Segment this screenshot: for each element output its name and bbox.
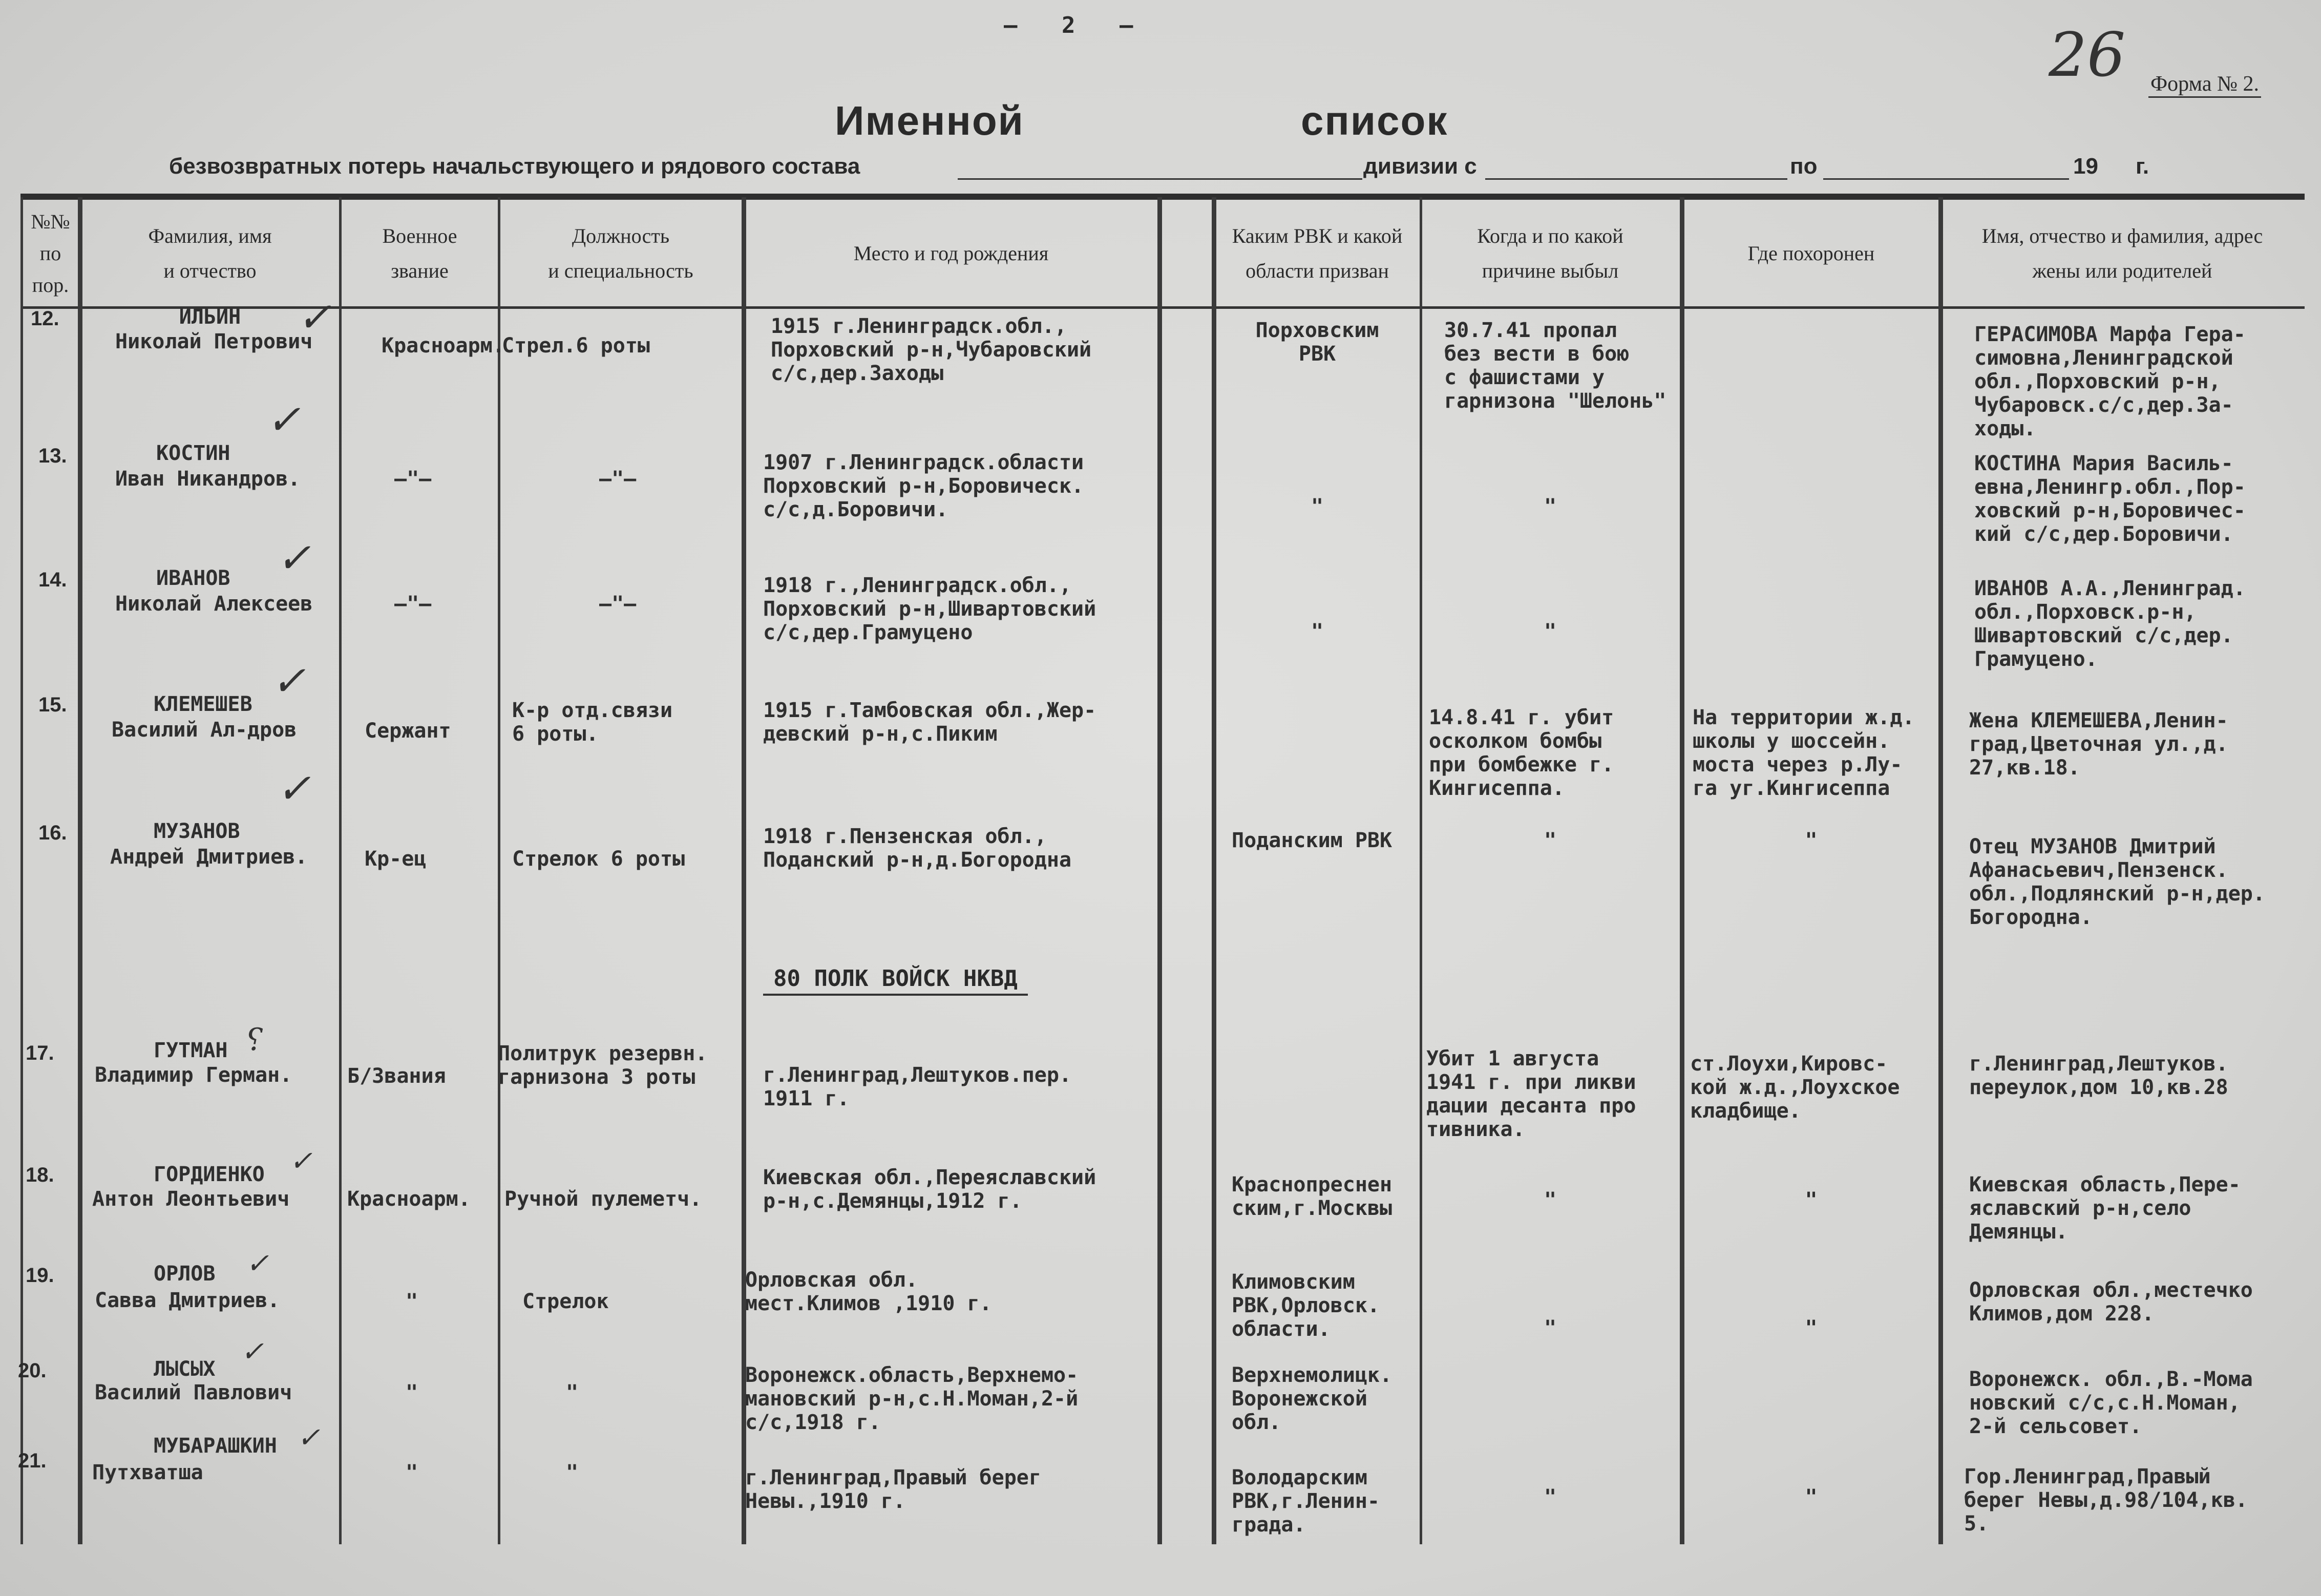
row-number: 15. <box>38 694 67 716</box>
person-position: " <box>566 1461 579 1484</box>
column-header-burial: Где похоронен <box>1747 242 1875 265</box>
relatives-address: г.Ленинград,Лештуков. переулок,дом 10,кв.28 <box>1969 1052 2228 1099</box>
person-position: К-р отд.связи 6 роты. <box>512 699 673 746</box>
person-rank: Красноарм. <box>382 334 505 358</box>
column-header-position: Должность и специальность <box>548 224 693 282</box>
column-divider <box>339 197 342 1544</box>
person-name: Путхватша <box>92 1461 203 1484</box>
column-divider <box>498 197 500 1544</box>
person-name: Иван Никандров. <box>115 467 301 491</box>
subtitle-text: безвозвратных потерь начальствующего и рядового состава <box>169 154 860 179</box>
person-birthplace: Орловская обл. мест.Климов ,1910 г. <box>745 1268 992 1315</box>
person-birthplace: 1907 г.Ленинградск.области Порховский р-н,Боровическ. с/с,д.Боровичи. <box>763 451 1084 521</box>
person-rvk: Верхнемолицк. Воронежской обл. <box>1232 1363 1392 1434</box>
person-birthplace: Воронежск.область,Верхнемо- мановский р-н,с.Н.Моман,2-й с/с,1918 г. <box>745 1363 1079 1434</box>
person-birthplace: г.Ленинград,Лештуков.пер. 1911 г. <box>763 1063 1072 1110</box>
row-number: 12. <box>31 307 59 330</box>
section-heading: 80 ПОЛК ВОЙСК НКВД <box>763 965 1028 996</box>
relatives-address: Гор.Ленинград,Правый берег Невы,д.98/104,кв. 5. <box>1964 1465 2248 1536</box>
person-burial: " <box>1805 1188 1818 1212</box>
check-mark: ⸮ <box>246 1022 263 1058</box>
person-rvk: Володарским РВК,г.Ленин- града. <box>1232 1466 1380 1537</box>
person-surname: ОРЛОВ <box>154 1262 216 1286</box>
subtitle-division: дивизии с <box>1363 154 1477 179</box>
person-reason: " <box>1544 1188 1557 1212</box>
relatives-address: Орловская обл.,местечко Климов,дом 228. <box>1969 1278 2253 1326</box>
person-rank: " <box>406 1381 418 1404</box>
person-rvk: Поданским РВК <box>1232 829 1392 852</box>
header-bottom-rule <box>20 306 2305 309</box>
person-rank: Сержант <box>365 719 451 743</box>
person-burial: ст.Лоухи,Кировс- кой ж.д.,Лоухское кладбище. <box>1690 1052 1900 1123</box>
person-reason: 30.7.41 пропал без вести в бою с фашистами у гарнизона "Шелонь" <box>1444 319 1666 413</box>
person-surname: ГУТМАН <box>154 1039 228 1062</box>
check-mark: ✓ <box>266 396 301 444</box>
column-header-number: №№ по пор. <box>31 210 70 297</box>
person-name: Антон Леонтьевич <box>92 1187 290 1211</box>
row-number: 17. <box>26 1042 54 1064</box>
column-header-reason: Когда и по какой причине выбыл <box>1477 224 1623 282</box>
subtitle-year: 19 <box>2073 154 2098 179</box>
check-mark: ✓ <box>241 1335 264 1368</box>
person-reason: " <box>1544 495 1557 518</box>
column-header-rank: Военное звание <box>382 224 457 282</box>
subtitle-g: г. <box>2136 154 2149 179</box>
person-birthplace: Киевская обл.,Переяславский р-н,с.Демянцы,1912 г. <box>763 1166 1096 1213</box>
person-rank: Б/Звания <box>347 1064 446 1088</box>
person-rank: Красноарм. <box>347 1187 471 1211</box>
person-surname: КЛЕМЕШЕВ <box>154 692 252 716</box>
person-burial: " <box>1805 1316 1818 1340</box>
person-reason: " <box>1544 829 1557 852</box>
row-number: 21. <box>18 1450 47 1472</box>
person-rank: " <box>406 1290 418 1313</box>
person-rank: –"– <box>394 592 432 616</box>
person-birthplace: 1918 г.,Ленинградск.обл., Порховский р-н,Шивартовский с/с,дер.Грамуцено <box>763 574 1096 644</box>
handwritten-page-number: 26 <box>2049 19 2126 90</box>
check-mark: ✓ <box>277 534 311 582</box>
relatives-address: ИВАНОВ А.А.,Ленинград. обл.,Порховск.р-н, Шивартовский с/с,дер. Грамуцено. <box>1974 577 2246 671</box>
person-surname: ГОРДИЕНКО <box>154 1163 265 1186</box>
row-number: 20. <box>18 1359 47 1382</box>
person-birthplace: 1915 г.Ленинградск.обл., Порховский р-н,Чубаровский с/с,дер.Заходы <box>771 314 1092 385</box>
person-reason: Убит 1 августа 1941 г. при ликви дации десанта про тивника. <box>1426 1047 1636 1141</box>
column-header-birthplace: Место и год рождения <box>853 242 1049 265</box>
person-rvk: Климовским РВК,Орловск. области. <box>1232 1270 1380 1341</box>
column-divider <box>1420 197 1422 1544</box>
column-header-relatives: Имя, отчество и фамилия, адрес жены или родителей <box>1981 224 2263 282</box>
column-divider <box>1212 197 1216 1544</box>
person-rank: Кр-ец <box>365 847 427 871</box>
person-position: Стрелок 6 роты <box>512 847 685 871</box>
person-position: –"– <box>599 467 637 491</box>
check-mark: ✓ <box>297 293 332 341</box>
person-rvk: Краснопреснен ским,г.Москвы <box>1232 1173 1392 1220</box>
check-mark: ✓ <box>246 1247 269 1279</box>
person-name: Василий Павлович <box>95 1381 292 1404</box>
person-reason: " <box>1544 620 1557 643</box>
person-surname: МУБАРАШКИН <box>154 1434 277 1458</box>
blank-line-division <box>958 156 1362 180</box>
row-number: 14. <box>38 569 67 591</box>
blank-line-date-to <box>1823 156 2069 180</box>
person-position: Ручной пулеметч. <box>504 1187 702 1211</box>
person-birthplace: 1918 г.Пензенская обл., Поданский р-н,д.Богородна <box>763 825 1072 872</box>
person-burial: " <box>1805 829 1818 852</box>
person-rank: –"– <box>394 467 432 491</box>
table-top-rule <box>20 194 2305 200</box>
relatives-address: Киевская область,Пере- яславский р-н,село Демянцы. <box>1969 1173 2241 1244</box>
person-name: Андрей Дмитриев. <box>110 845 308 869</box>
blank-line-date-from <box>1485 156 1787 180</box>
form-label: Форма № 2. <box>2148 72 2261 98</box>
person-birthplace: 1915 г.Тамбовская обл.,Жер- девский р-н,с.Пиким <box>763 699 1096 746</box>
column-divider <box>742 197 746 1544</box>
column-divider <box>20 197 23 1544</box>
person-reason: " <box>1544 1316 1557 1340</box>
person-rank: " <box>406 1461 418 1484</box>
column-divider <box>1157 197 1162 1544</box>
page-number: – 2 – <box>1004 12 1149 38</box>
column-divider <box>78 197 82 1544</box>
person-burial: На территории ж.д. школы у шоссейн. моста через р.Лу- га уг.Кингисеппа <box>1693 706 1915 800</box>
relatives-address: ГЕРАСИМОВА Марфа Гера- симовна,Ленинградской обл.,Порховский р-н, Чубаровск.с/с,дер.За- ходы. <box>1974 323 2246 440</box>
person-name: Василий Ал-дров <box>112 718 297 742</box>
column-divider <box>1938 197 1943 1544</box>
title-left: Именной <box>835 98 1024 143</box>
title-right: список <box>1301 98 1448 143</box>
relatives-address: Жена КЛЕМЕШЕВА,Ленин- град,Цветочная ул.,д. 27,кв.18. <box>1969 709 2228 780</box>
person-surname: КОСТИН <box>156 442 230 465</box>
person-position: Стрел.6 роты <box>502 334 650 358</box>
person-reason: 14.8.41 г. убит осколком бомбы при бомбежке г. Кингисеппа. <box>1429 706 1614 800</box>
person-rvk: " <box>1311 495 1324 518</box>
check-mark: ✓ <box>271 657 306 705</box>
person-name: Савва Дмитриев. <box>95 1289 280 1312</box>
person-position: " <box>566 1381 579 1404</box>
person-position: Политрук резервн. гарнизона 3 роты <box>498 1042 708 1089</box>
column-divider <box>1680 197 1684 1544</box>
person-reason: " <box>1544 1485 1557 1509</box>
person-surname: ИВАНОВ <box>156 566 230 590</box>
row-number: 18. <box>26 1164 54 1186</box>
check-mark: ✓ <box>277 765 311 812</box>
person-burial: " <box>1805 1485 1818 1509</box>
relatives-address: КОСТИНА Мария Василь- евна,Ленингр.обл.,Пор- ховский р-н,Боровичес- кий с/с,дер.Боровичи. <box>1974 452 2246 546</box>
row-number: 19. <box>26 1264 54 1287</box>
person-surname: ЛЫСЫХ <box>154 1357 216 1381</box>
relatives-address: Отец МУЗАНОВ Дмитрий Афанасьевич,Пензенск. обл.,Подлянский р-н,дер. Богородна. <box>1969 835 2265 929</box>
person-name: Николай Алексеев <box>115 592 313 616</box>
person-rvk: Порховским РВК <box>1255 319 1379 366</box>
relatives-address: Воронежск. обл.,В.-Мома новский с/с,с.Н.Моман, 2-й сельсовет. <box>1969 1368 2253 1438</box>
column-header-rvk: Каким РВК и какой области призван <box>1232 224 1403 282</box>
person-surname: ИЛЬИН <box>179 305 241 329</box>
row-number: 16. <box>38 822 67 844</box>
person-position: Стрелок <box>522 1290 609 1313</box>
person-rvk: " <box>1311 620 1324 643</box>
person-name: Николай Петрович <box>115 330 313 353</box>
check-mark: ✓ <box>289 1145 313 1177</box>
check-mark: ✓ <box>297 1421 321 1454</box>
person-birthplace: г.Ленинград,Правый берег Невы.,1910 г. <box>745 1466 1041 1513</box>
person-name: Владимир Герман. <box>95 1063 292 1087</box>
subtitle-po: по <box>1790 154 1818 179</box>
column-header-name: Фамилия, имя и отчество <box>148 224 272 282</box>
row-number: 13. <box>38 445 67 467</box>
person-surname: МУЗАНОВ <box>154 820 240 843</box>
person-position: –"– <box>599 592 637 616</box>
